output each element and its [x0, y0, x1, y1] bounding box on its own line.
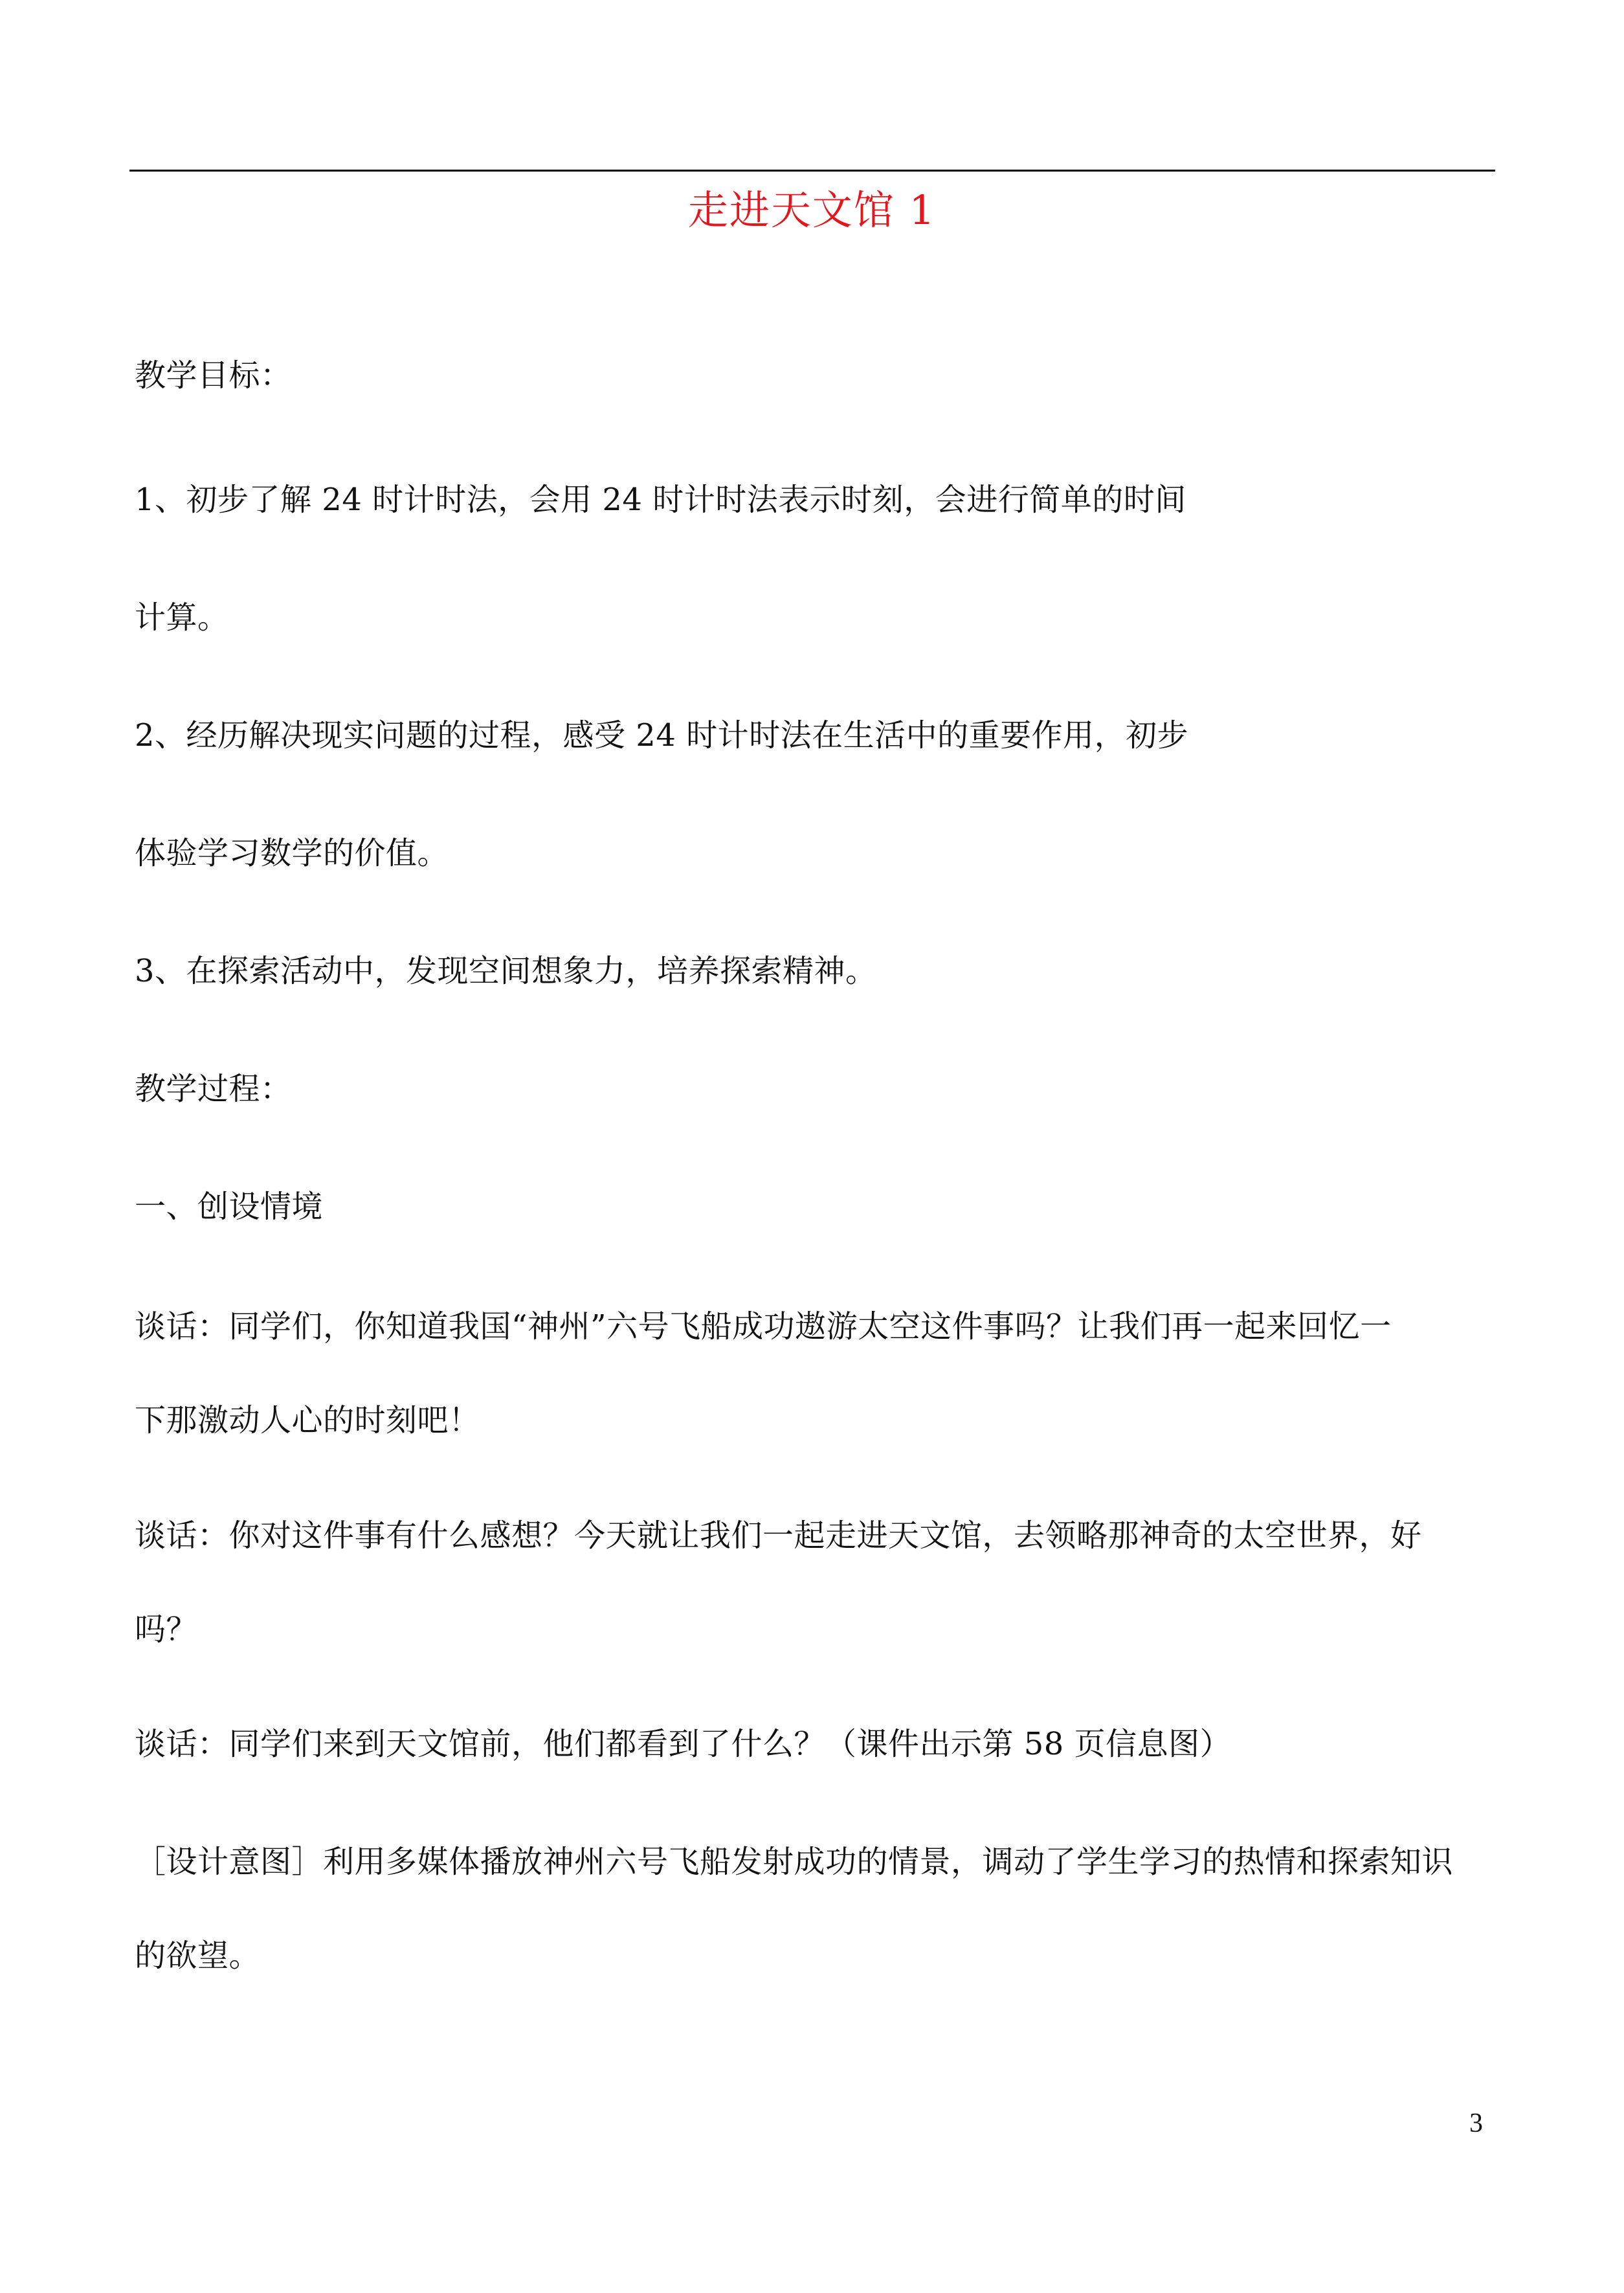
- section-heading-objectives: 教学目标：: [135, 357, 292, 394]
- document-title: 走进天文馆 1: [687, 186, 937, 234]
- objective-1-line-1: 1、初步了解 24 时计时法，会用 24 时计时法表示时刻，会进行简单的时间: [135, 482, 1186, 518]
- dialogue-1-line-1: 谈话：同学们，你知道我国“神州”六号飞船成功遨游太空这件事吗？让我们再一起来回忆一: [135, 1308, 1392, 1345]
- page-number: 3: [1469, 2108, 1483, 2138]
- dialogue-3: 谈话：同学们来到天文馆前，他们都看到了什么？（课件出示第 58 页信息图）: [135, 1726, 1232, 1762]
- subsection-heading-scenario: 一、创设情境: [135, 1189, 324, 1225]
- objective-2-line-1: 2、经历解决现实问题的过程，感受 24 时计时法在生活中的重要作用，初步: [135, 717, 1189, 754]
- objective-1-line-2: 计算。: [135, 599, 229, 636]
- section-heading-process: 教学过程：: [135, 1071, 292, 1107]
- design-intent-line-1: ［设计意图］利用多媒体播放神州六号飞船发射成功的情景，调动了学生学习的热情和探索知识: [135, 1844, 1454, 1880]
- dialogue-1-line-2: 下那激动人心的时刻吧！: [135, 1402, 480, 1438]
- objective-2-line-2: 体验学习数学的价值。: [135, 835, 449, 871]
- dialogue-2-line-2: 吗？: [135, 1611, 198, 1648]
- dialogue-2-line-1: 谈话：你对这件事有什么感想？今天就让我们一起走进天文馆，去领略那神奇的太空世界，好: [135, 1517, 1422, 1554]
- design-intent-line-2: 的欲望。: [135, 1938, 261, 1974]
- objective-3: 3、在探索活动中，发现空间想象力，培养探索精神。: [135, 953, 877, 989]
- header-rule: [129, 170, 1495, 172]
